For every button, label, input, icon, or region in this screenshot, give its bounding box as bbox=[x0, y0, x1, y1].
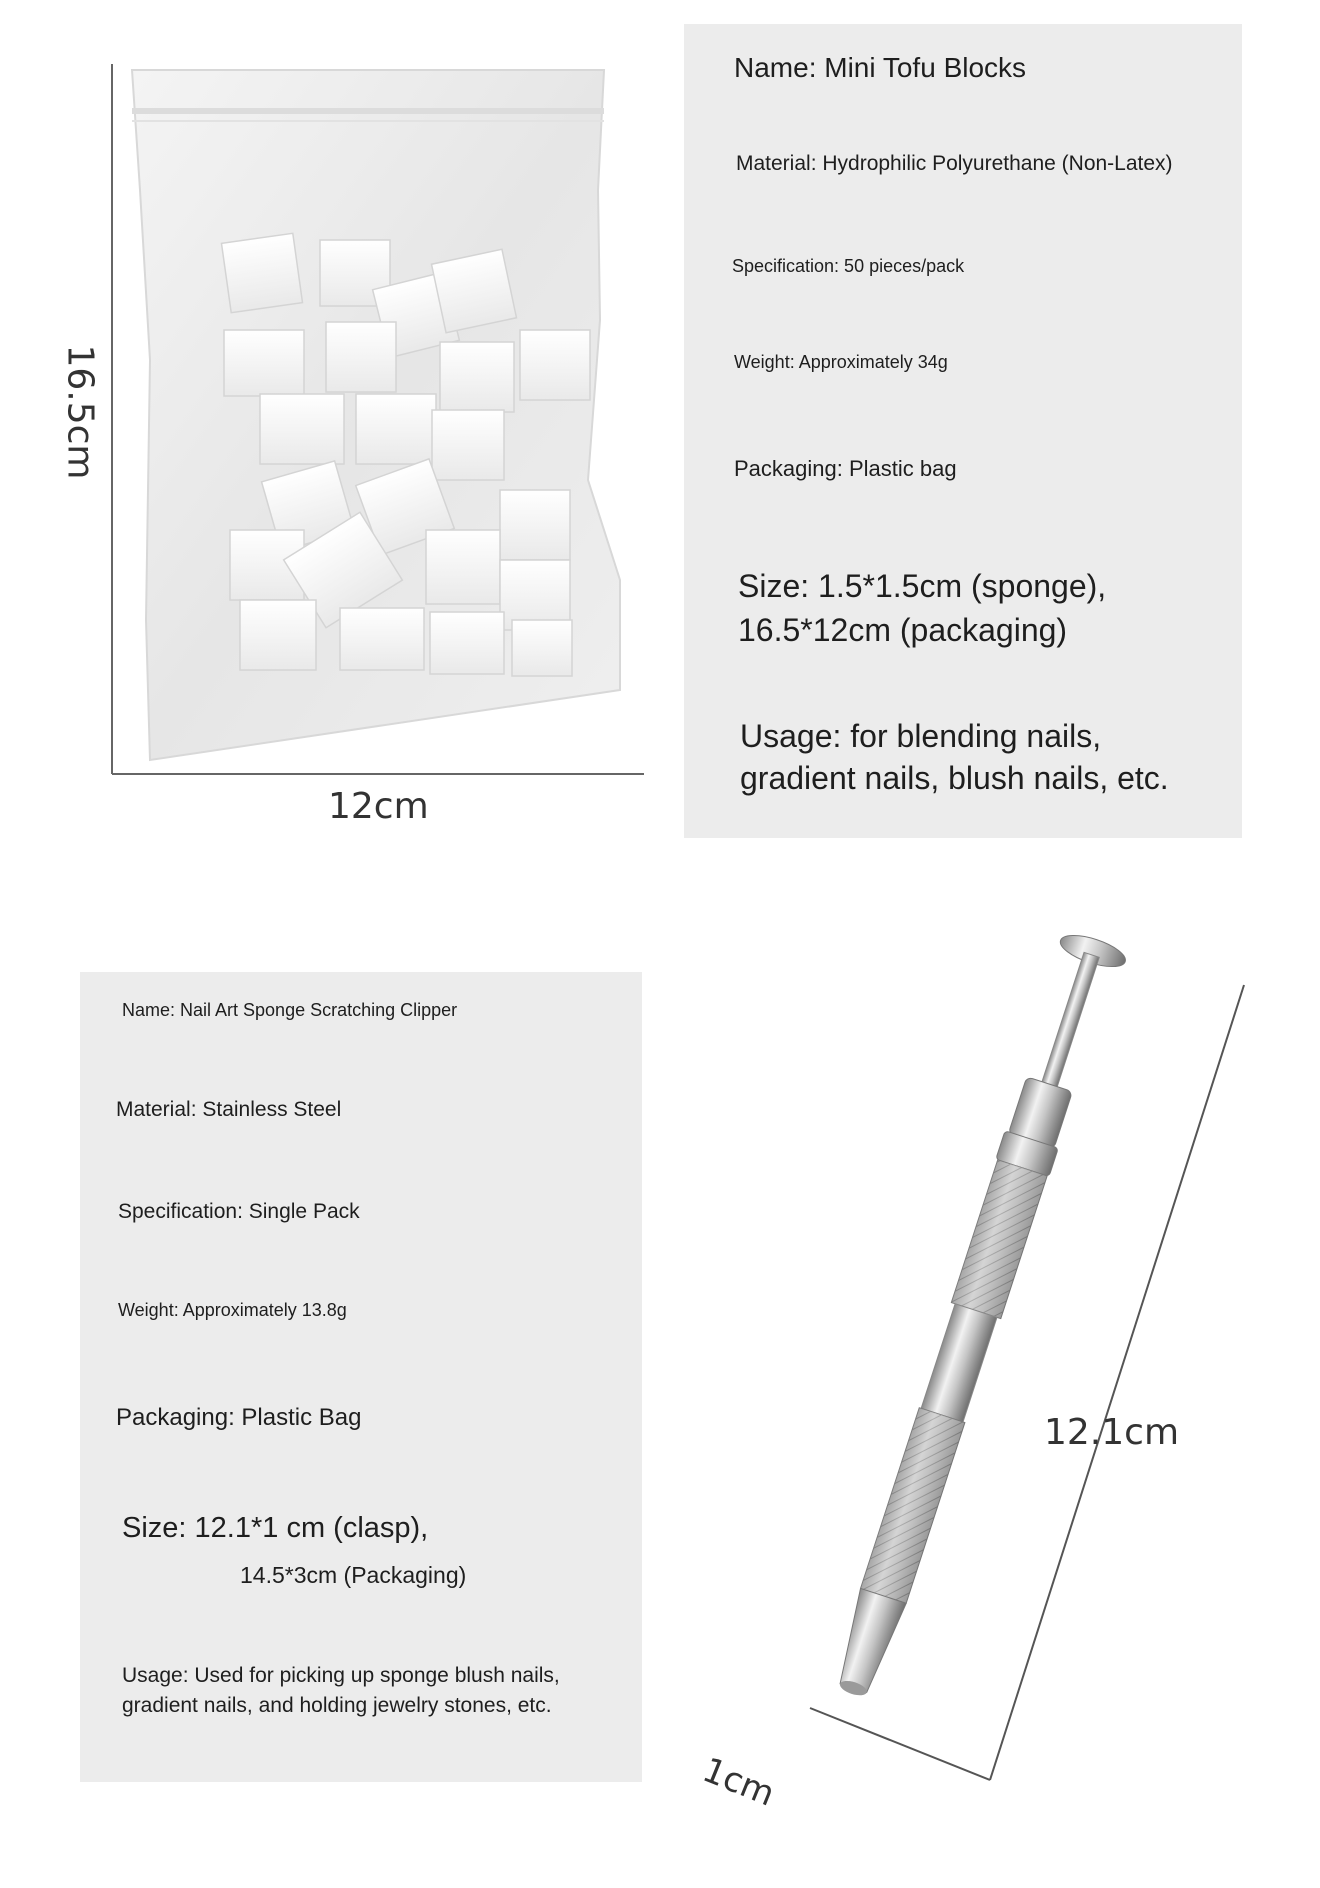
clipper-usage-line1: Usage: Used for picking up sponge blush nails, bbox=[122, 1664, 560, 1687]
sponge-usage-line2: gradient nails, blush nails, etc. bbox=[740, 760, 1169, 796]
clipper-name: Name: Nail Art Sponge Scratching Clipper bbox=[122, 1000, 458, 1020]
dimension-width-label: 12cm bbox=[328, 786, 429, 827]
clipper-spec-panel bbox=[80, 972, 642, 1782]
clipper-material: Material: Stainless Steel bbox=[116, 1098, 342, 1121]
dimension-length-label: 12.1cm bbox=[1044, 1412, 1180, 1453]
dimension-clasp-width-label: 1cm bbox=[697, 1750, 781, 1815]
sponge-weight: Weight: Approximately 34g bbox=[734, 352, 948, 372]
clipper-size-line1: Size: 12.1*1 cm (clasp), bbox=[122, 1512, 429, 1544]
sponge-name: Name: Mini Tofu Blocks bbox=[734, 52, 1027, 83]
clipper-packaging: Packaging: Plastic Bag bbox=[116, 1404, 362, 1431]
dimension-height-label: 16.5cm bbox=[59, 344, 101, 480]
sponge-usage-line1: Usage: for blending nails, bbox=[740, 718, 1102, 754]
clipper-size-line2: 14.5*3cm (Packaging) bbox=[240, 1562, 467, 1588]
sponge-spec-panel bbox=[684, 24, 1242, 838]
sponge-specification: Specification: 50 pieces/pack bbox=[732, 256, 965, 276]
clipper-weight: Weight: Approximately 13.8g bbox=[118, 1300, 347, 1320]
clipper-usage-line2: gradient nails, and holding jewelry stones, etc. bbox=[122, 1694, 552, 1717]
sponge-size-line2: 16.5*12cm (packaging) bbox=[738, 612, 1068, 648]
sponge-material: Material: Hydrophilic Polyurethane (Non-Latex) bbox=[736, 152, 1173, 175]
sponge-size-line1: Size: 1.5*1.5cm (sponge), bbox=[738, 568, 1107, 604]
sponge-packaging: Packaging: Plastic bag bbox=[734, 456, 957, 481]
clipper-tool-illustration bbox=[700, 930, 1260, 1810]
clipper-specification: Specification: Single Pack bbox=[118, 1200, 360, 1223]
